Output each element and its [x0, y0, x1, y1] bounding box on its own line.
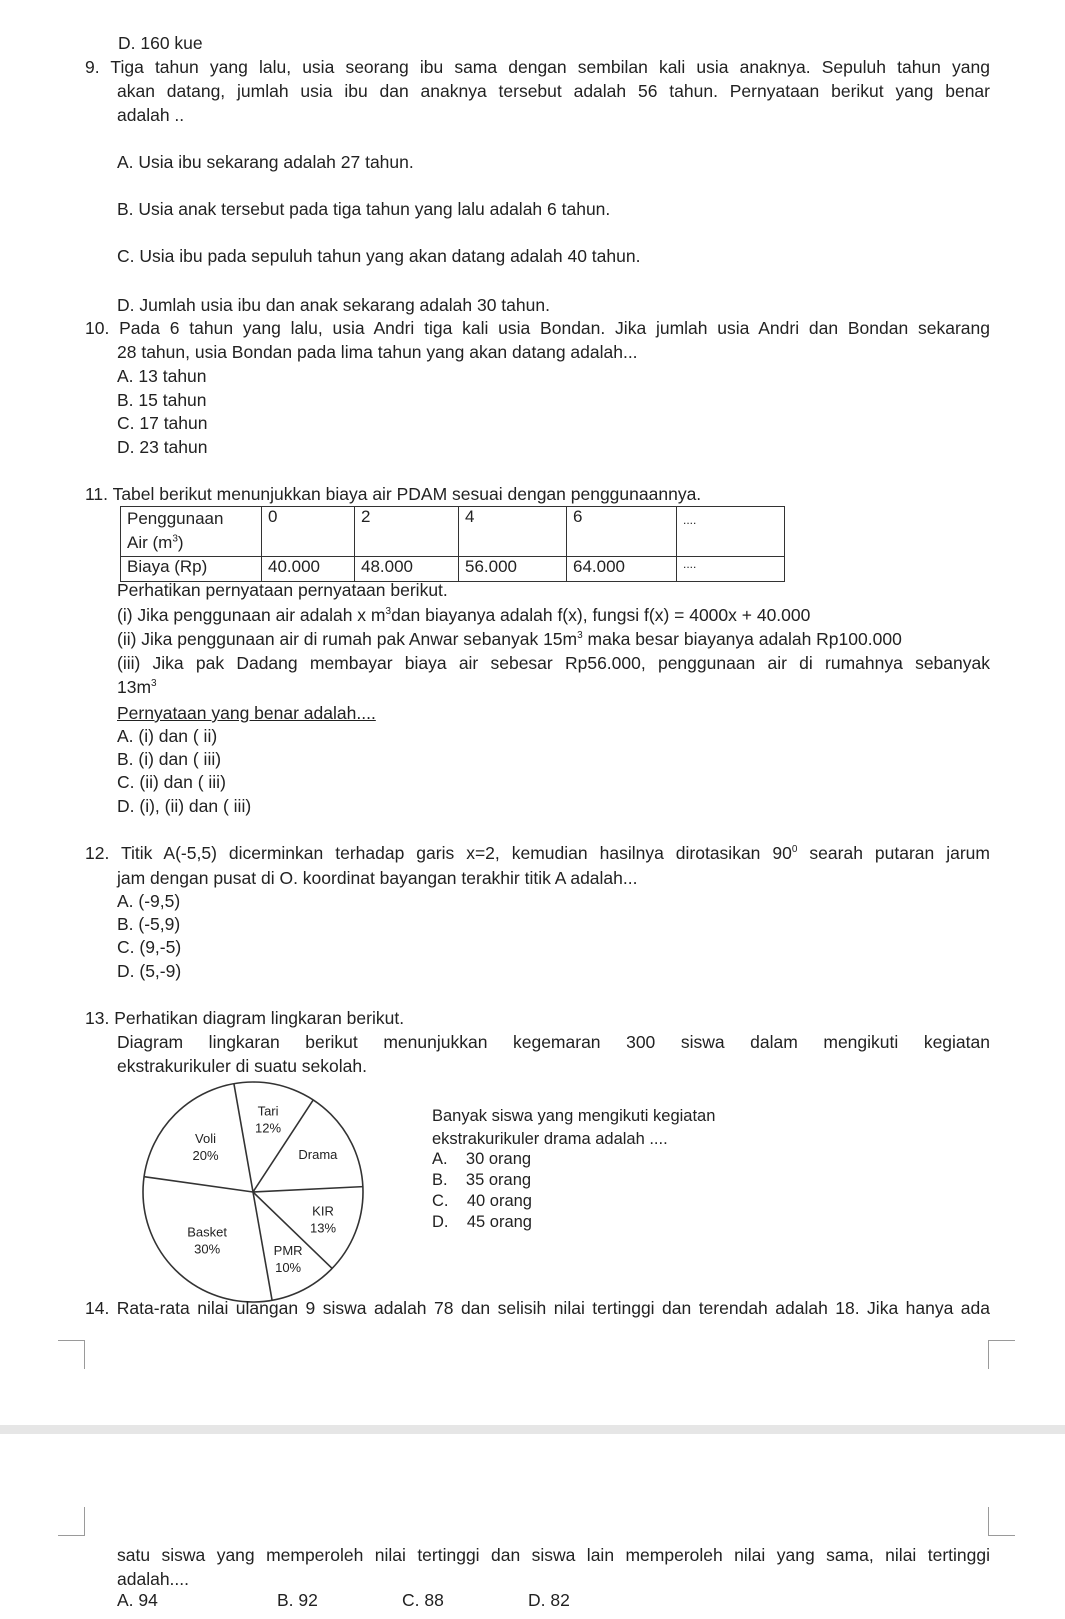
pie-value-pmr: 10%: [275, 1260, 302, 1276]
q14-option-c: C. 88: [402, 1590, 444, 1610]
table-cell: 6: [567, 507, 677, 557]
q14-line2: satu siswa yang memperoleh nilai tertinggi dan siswa lain memperoleh nilai yang sama, nilai tertinggi: [117, 1545, 990, 1565]
q14-line1: 14. Rata-rata nilai ulangan 9 siswa adalah 78 dan selisih nilai tertinggi dan terendah adalah 18. Jika hanya ada: [85, 1298, 990, 1318]
q11-statement-2: (ii) Jika penggunaan air di rumah pak Anwar sebanyak $15m^3$ maka besar biayanya adalah Rp100.000: [117, 629, 902, 649]
q10-option-a: A. 13 tahun: [117, 366, 207, 386]
q13-line1: 13. Perhatikan diagram lingkaran berikut.: [85, 1008, 405, 1028]
q10-option-b: B. 15 tahun: [117, 390, 207, 410]
table-cell: 64.000: [567, 557, 677, 582]
q13-question-line1: Banyak siswa yang mengikuti kegiatan: [432, 1107, 716, 1125]
page-corner-bottom-right: [988, 1507, 1015, 1536]
table-cell: ....: [677, 507, 785, 557]
pie-label-drama: Drama: [298, 1146, 338, 1162]
q10-option-c: C. 17 tahun: [117, 413, 208, 433]
q11-statement-1: (i) Jika penggunaan air adalah x $m^3dan$ biayanya adalah f(x), fungsi f(x) = 4000x + 40.000: [117, 605, 811, 625]
pie-label-kir: KIR: [312, 1203, 334, 1219]
q11-note: Perhatikan pernyataan pernyataan berikut.: [117, 580, 448, 600]
q12-option-b: B. (-5,9): [117, 914, 181, 934]
table-cell: 2: [355, 507, 459, 557]
q14-option-d: D. 82: [528, 1590, 570, 1610]
q13-option-c: C. 40 orang: [432, 1192, 532, 1210]
pie-value-kir: 13%: [310, 1220, 337, 1236]
q10-line1: 10. Pada 6 tahun yang lalu, usia Andri tiga kali usia Bondan. Jika jumlah usia Andri dan Bondan sekarang: [85, 318, 990, 338]
pie-label-pmr: PMR: [273, 1243, 303, 1259]
q9-line1: 9. Tiga tahun yang lalu, usia seorang ibu sama dengan sembilan kali usia anaknya. Sepuluh tahun yang: [85, 57, 990, 77]
table-header-usage: Penggunaan Air $(m^3)$: [121, 507, 262, 557]
pie-slice-boundary-voli: [144, 1177, 253, 1192]
q11-statement-3-value: $13m^3$: [117, 677, 157, 697]
table-cell: 4: [459, 507, 567, 557]
q11-option-a: A. (i) dan ( ii): [117, 726, 218, 746]
page-corner-bottom-left: [58, 1507, 85, 1536]
table-header-cost: Biaya (Rp): [121, 557, 262, 582]
page-corner-top-left: [58, 1340, 85, 1369]
q10-option-d: D. 23 tahun: [117, 437, 208, 457]
q10-line2: 28 tahun, usia Bondan pada lima tahun yang akan datang adalah...: [117, 342, 638, 362]
page-corner-top-right: [988, 1340, 1015, 1369]
q13-option-a: A. 30 orang: [432, 1150, 532, 1168]
q14-option-a: A. 94: [117, 1590, 158, 1610]
q12-option-c: C. (9,-5): [117, 937, 182, 957]
q9-option-a: A. Usia ibu sekarang adalah 27 tahun.: [117, 152, 414, 172]
q11-question: Pernyataan yang benar adalah....: [117, 703, 376, 723]
q12-option-a: A. (-9,5): [117, 891, 181, 911]
q11-option-d: D. (i), (ii) dan ( iii): [117, 796, 252, 816]
q13-line3: ekstrakurikuler di suatu sekolah.: [117, 1056, 367, 1076]
q12-line2: jam dengan pusat di O. koordinat bayangan terakhir titik A adalah...: [117, 868, 638, 888]
q14-line3: adalah....: [117, 1569, 189, 1589]
q11-statement-3: (iii) Jika pak Dadang membayar biaya air sebesar Rp56.000, penggunaan air di rumahnya sebanyak: [117, 653, 990, 673]
q13-line2: Diagram lingkaran berikut menunjukkan kegemaran 300 siswa dalam mengikuti kegiatan: [117, 1032, 990, 1052]
q13-question-line2: ekstrakurikuler drama adalah ....: [432, 1130, 668, 1148]
pie-label-basket: Basket: [187, 1224, 228, 1240]
table-cell: ....: [677, 557, 785, 582]
q12-line1: 12. Titik A(-5,5) dicerminkan terhadap garis x=2, kemudian hasilnya dirotasikan $90^0$ searah putaran jarum: [85, 843, 990, 863]
q13-option-b: B. 35 orang: [432, 1171, 532, 1189]
q11-option-b: B. (i) dan ( iii): [117, 749, 222, 769]
q14-option-b: B. 92: [277, 1590, 318, 1610]
q9-option-c: C. Usia ibu pada sepuluh tahun yang akan datang adalah 40 tahun.: [117, 246, 641, 266]
pie-label-voli: Voli: [195, 1131, 217, 1147]
pie-value-voli: 20%: [192, 1148, 219, 1164]
prev-option-d: D. 160 kue: [118, 33, 203, 53]
pie-slice-boundary-tari: [234, 1084, 253, 1192]
pie-label-tari: Tari: [257, 1103, 279, 1119]
q9-option-d: D. Jumlah usia ibu dan anak sekarang adalah 30 tahun.: [117, 295, 550, 315]
table-cell: 56.000: [459, 557, 567, 582]
page-divider: [0, 1425, 1065, 1434]
q12-option-d: D. (5,-9): [117, 961, 182, 981]
q9-line2: akan datang, jumlah usia ibu dan anaknya tersebut adalah 56 tahun. Pernyataan berikut yang benar: [117, 81, 990, 101]
pie-value-basket: 30%: [194, 1241, 221, 1257]
table-cell: 48.000: [355, 557, 459, 582]
q9-line3: adalah ..: [117, 105, 185, 125]
q13-option-d: D. 45 orang: [432, 1213, 532, 1231]
table-cell: 0: [262, 507, 355, 557]
table-cell: 40.000: [262, 557, 355, 582]
pie-slice-boundary-kir: [253, 1187, 363, 1192]
pie-value-tari: 12%: [255, 1120, 282, 1136]
q11-option-c: C. (ii) dan ( iii): [117, 772, 226, 792]
q11-intro: 11. Tabel berikut menunjukkan biaya air PDAM sesuai dengan penggunaannya.: [85, 484, 702, 504]
q9-option-b: B. Usia anak tersebut pada tiga tahun yang lalu adalah 6 tahun.: [117, 199, 611, 219]
